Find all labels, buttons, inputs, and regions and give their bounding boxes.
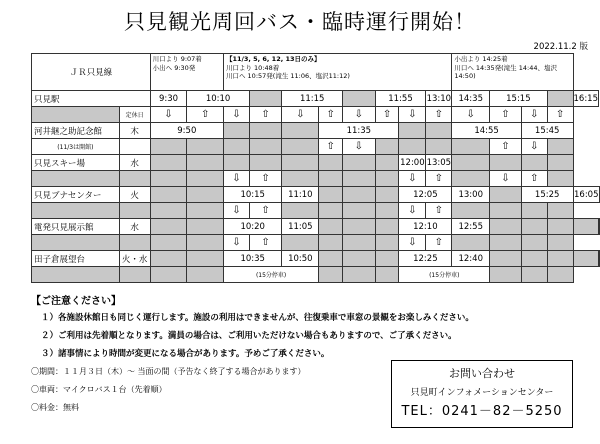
kawai-open-note: (11/3は開館)	[32, 139, 120, 155]
time-cell: 11:10	[282, 187, 319, 203]
header-row	[32, 54, 600, 91]
time-cell: 12:25	[399, 251, 452, 267]
down-arrow-icon: ⇩	[399, 107, 426, 123]
up-arrow-icon: ⇧	[490, 107, 522, 123]
down-arrow-icon: ⇩	[343, 139, 376, 155]
down-arrow-icon: ⇩	[282, 107, 319, 123]
notice-item: ３）諸事情により時間が変更になる場合があります。予めご了承ください。	[41, 349, 330, 359]
arrow-row	[32, 235, 600, 251]
up-arrow-icon: ⇧	[319, 139, 343, 155]
up-arrow-icon: ⇧	[249, 107, 282, 123]
up-arrow-icon: ⇧	[426, 107, 452, 123]
time-cell: 10:50	[282, 251, 319, 267]
notice-section	[31, 292, 575, 365]
up-arrow-icon: ⇧	[426, 203, 452, 219]
time-cell: 15:25	[521, 187, 573, 203]
timetable	[31, 53, 600, 283]
time-cell: 12:10	[399, 219, 452, 235]
up-arrow-icon: ⇧	[426, 235, 452, 251]
time-cell: 12:40	[452, 251, 490, 267]
info-period: 〇期間：１１月３日（木）～ 当面の間（予告なく終了する場合があります）	[31, 367, 306, 376]
up-arrow-icon: ⇧	[249, 235, 282, 251]
stop-duration-note: (15分停車)	[223, 267, 318, 283]
time-cell: 16:05	[573, 187, 600, 203]
contact-org: 只見町インフォメーションセンター	[410, 388, 554, 398]
train-info-midday: 【11/3, 5, 6, 12, 13日のみ】 川口より 10:48着 川口へ 10:57発(滝生 11:06、塩沢11:12)	[223, 54, 451, 91]
train-info-morning: 川口より 9:07着 小出へ 9:30発	[150, 54, 223, 91]
down-arrow-icon: ⇩	[223, 107, 249, 123]
up-arrow-icon: ⇧	[187, 107, 224, 123]
closed-day: 水	[119, 155, 150, 171]
contact-box	[391, 360, 573, 428]
time-cell: 11:05	[282, 219, 319, 235]
page-title: 只見観光周回バス・臨時運行開始！	[124, 10, 476, 34]
time-cell: 14:35	[452, 91, 490, 107]
time-cell: 10:15	[223, 187, 281, 203]
up-arrow-icon: ⇧	[319, 107, 343, 123]
stop-name-tadami-station: 只見駅	[32, 91, 151, 107]
up-arrow-icon: ⇧	[375, 107, 399, 123]
up-arrow-icon: ⇧	[249, 171, 282, 187]
row-kawai-memorial	[32, 123, 600, 139]
arrow-row	[32, 107, 600, 123]
down-arrow-icon: ⇩	[452, 107, 490, 123]
arrow-row	[32, 171, 600, 187]
contact-title: お問い合わせ	[449, 367, 515, 380]
stop-name-ski-area: 只見スキー場	[32, 155, 120, 171]
down-arrow-icon: ⇩	[490, 171, 522, 187]
stop-name-buna-center: 只見ブナセンター	[32, 187, 120, 203]
down-arrow-icon: ⇩	[399, 171, 426, 187]
version-label: 2022.11.2 版	[533, 42, 588, 52]
time-cell: 10:35	[223, 251, 281, 267]
time-cell: 12:05	[399, 187, 452, 203]
time-cell: 16:15	[573, 91, 599, 107]
contact-tel: TEL：0241－82－5250	[401, 404, 563, 419]
time-cell: 14:55	[452, 123, 521, 139]
info-vehicle: 〇車両：マイクロバス１台（先着順）	[31, 385, 167, 394]
info-section	[31, 366, 306, 420]
info-fare: 〇料金：無料	[31, 403, 79, 412]
down-arrow-icon: ⇩	[521, 139, 547, 155]
down-arrow-icon: ⇩	[223, 235, 249, 251]
time-cell: 11:55	[375, 91, 426, 107]
stop-duration-note: (15分停車)	[399, 267, 490, 283]
up-arrow-icon: ⇧	[547, 107, 573, 123]
row-ski-area	[32, 155, 600, 171]
down-arrow-icon: ⇩	[223, 171, 249, 187]
time-cell: 10:10	[187, 91, 249, 107]
row-tagokura	[32, 251, 600, 267]
down-arrow-icon: ⇩	[399, 203, 426, 219]
closed-day: 火・水	[119, 251, 150, 267]
time-cell: 13:05	[426, 155, 452, 171]
down-arrow-icon: ⇩	[223, 203, 249, 219]
time-cell: 10:20	[223, 219, 281, 235]
closed-day: 水	[119, 219, 150, 235]
notice-item: １）各施設休館日も同じく運行します。施設の利用はできませんが、往復乗車で車窓の景観をお楽しみください。	[41, 313, 474, 323]
down-arrow-icon: ⇩	[399, 235, 426, 251]
notice-title: 【ご注意ください】	[31, 296, 121, 307]
stop-note-row	[32, 267, 600, 283]
row-buna-center	[32, 187, 600, 203]
notice-item: ２）ご利用は先着順となります。満員の場合は、ご利用いただけない場合もありますので、ご了承ください。	[41, 331, 457, 341]
row-tadami-station	[32, 91, 600, 107]
closed-day: 火	[119, 187, 150, 203]
time-cell: 9:50	[150, 123, 223, 139]
jr-route-label: ＪＲ只見線	[32, 54, 151, 91]
time-cell: 12:00	[399, 155, 426, 171]
arrow-row	[32, 139, 600, 155]
time-cell: 12:55	[452, 219, 490, 235]
up-arrow-icon: ⇧	[521, 171, 547, 187]
time-cell: 15:45	[521, 123, 573, 139]
closed-day-header: 定休日	[119, 107, 150, 123]
train-info-afternoon: 小出より 14:25着 川口へ 14:35発(滝生 14:44、塩沢14:50)	[452, 54, 573, 91]
time-cell: 15:15	[490, 91, 547, 107]
down-arrow-icon: ⇩	[150, 107, 187, 123]
down-arrow-icon: ⇩	[521, 107, 547, 123]
closed-day: 木	[119, 123, 150, 139]
up-arrow-icon: ⇧	[426, 171, 452, 187]
row-denpatsu-museum	[32, 219, 600, 235]
up-arrow-icon: ⇧	[490, 139, 522, 155]
stop-name-tagokura: 田子倉展望台	[32, 251, 120, 267]
up-arrow-icon: ⇧	[249, 203, 282, 219]
stop-name-denpatsu-museum: 電発只見展示館	[32, 219, 120, 235]
time-cell: 9:30	[150, 91, 187, 107]
time-cell: 11:15	[282, 91, 343, 107]
stop-name-kawai-memorial: 河井継之助記念館	[32, 123, 120, 139]
time-cell: 13:10	[426, 91, 452, 107]
time-cell: 13:00	[452, 187, 490, 203]
arrow-row	[32, 203, 600, 219]
down-arrow-icon: ⇩	[343, 107, 376, 123]
time-cell: 11:35	[319, 123, 399, 139]
